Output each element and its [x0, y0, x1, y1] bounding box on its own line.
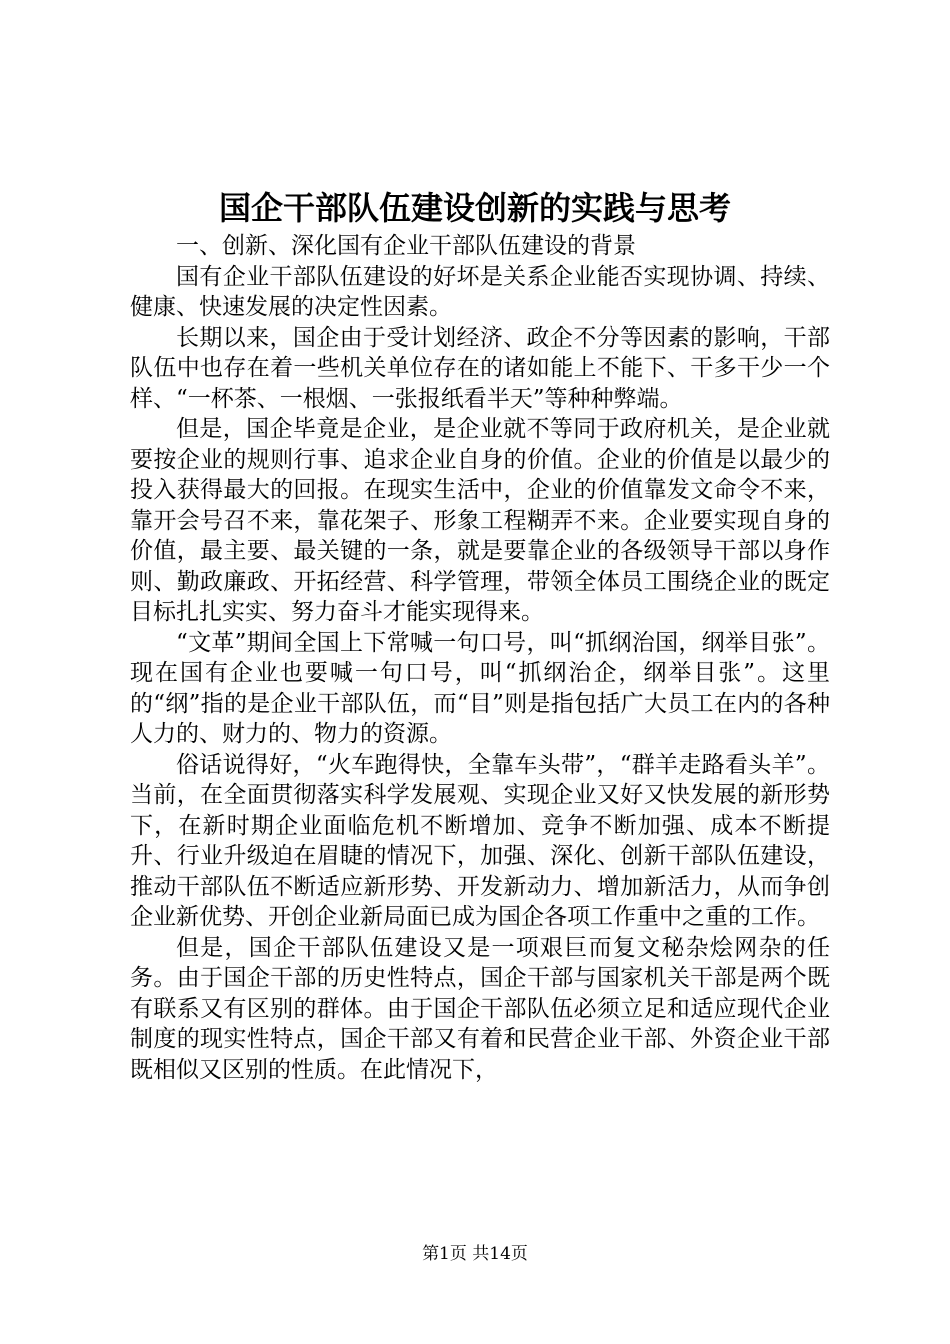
page-number-footer: 第1页 共14页 — [422, 1244, 528, 1264]
document-title: 国企干部队伍建设创新的实践与思考 — [218, 189, 731, 227]
paragraph: 俗话说得好，“火车跑得快，全靠车头带”，“群羊走路看头羊”。当前，在全面贯彻落实科学发展观、实现企业又好又快发展的新形势下，在新时期企业面临危机不断增加、竞争不断加强、成本不断提升、行业升级迫在眉睫的情况下，加强、深化、创新干部队伍建设，推动干部队伍不断适应新形势、开发新动力、增加新活力，从而争创企业新优势、开创企业新局面已成为国企各项工作重中之重的工作。 — [130, 751, 830, 930]
paragraph: 但是，国企毕竟是企业，是企业就不等同于政府机关，是企业就要按企业的规则行事、追求企业自身的价值。企业的价值是以最少的投入获得最大的回报。在现实生活中，企业的价值靠发文命令不来，靠开会号召不来，靠花架子、形象工程糊弄不来。企业要实现自身的价值，最主要、最关键的一条，就是要靠企业的各级领导干部以身作则、勤政廉政、开拓经营、科学管理，带领全体员工围绕企业的既定目标扎扎实实、努力奋斗才能实现得来。 — [130, 416, 830, 625]
paragraph: 长期以来，国企由于受计划经济、政企不分等因素的影响，干部队伍中也存在着一些机关单位存在的诸如能上不能下、干多干少一个样、“一杯茶、一根烟、一张报纸看半天”等种种弊端。 — [130, 324, 830, 412]
section-heading: 一、创新、深化国有企业干部队伍建设的背景 — [176, 233, 636, 259]
paragraph: 但是，国企干部队伍建设又是一项艰巨而复文秘杂烩网杂的任务。由于国企干部的历史性特点，国企干部与国家机关干部是两个既有联系又有区别的群体。由于国企干部队伍必须立足和适应现代企业制度的现实性特点，国企干部又有着和民营企业干部、外资企业干部既相似又区别的性质。在此情况下， — [130, 934, 830, 1083]
paragraph: 国有企业干部队伍建设的好坏是关系企业能否实现协调、持续、健康、快速发展的决定性因素。 — [130, 263, 830, 320]
paragraph: “文革”期间全国上下常喊一句口号，叫“抓纲治国，纲举目张”。现在国有企业也要喊一句口号，叫“抓纲治企，纲举目张”。这里的“纲”指的是企业干部队伍，而“目”则是指包括广大员工在内的各种人力的、财力的、物力的资源。 — [130, 629, 830, 747]
document-body — [130, 231, 830, 1085]
